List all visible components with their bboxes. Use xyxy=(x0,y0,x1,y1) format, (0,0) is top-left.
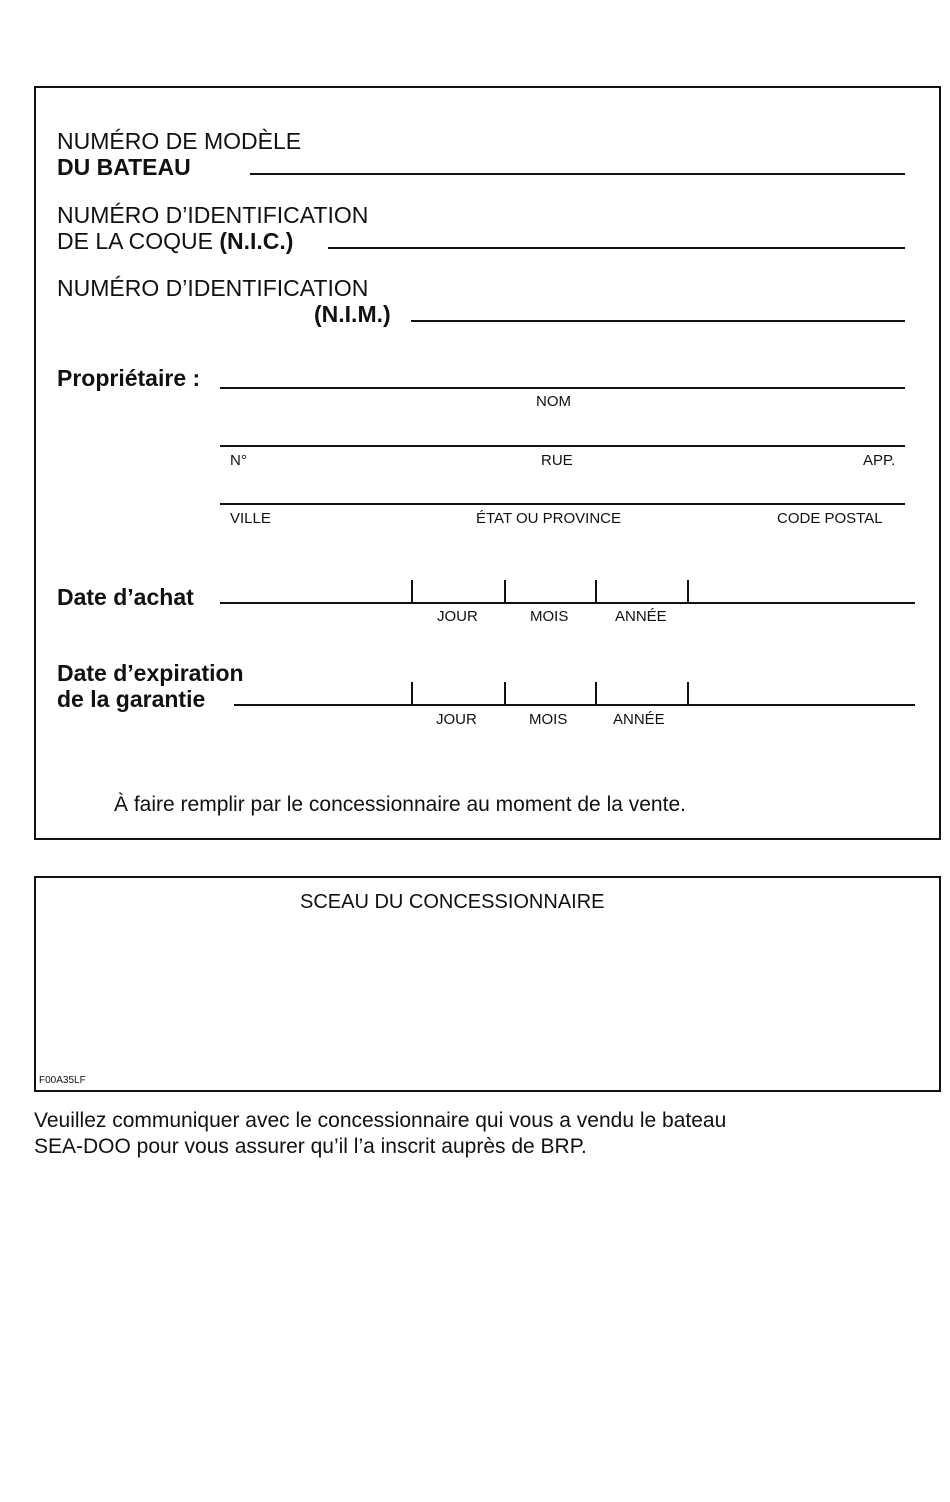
expiry-year-field[interactable] xyxy=(597,682,686,704)
owner-label: Propriétaire : xyxy=(57,365,201,391)
hull-id-label-line1: NUMÉRO D’IDENTIFICATION xyxy=(57,202,369,228)
hull-id-field[interactable] xyxy=(328,247,905,249)
figure-code: F00A35LF xyxy=(39,1075,86,1086)
registration-form xyxy=(34,86,941,840)
dealer-instruction-note: À faire remplir par le concessionnaire au moment de la vente. xyxy=(114,793,686,816)
owner-name-field[interactable] xyxy=(220,387,905,389)
warranty-expiry-divider xyxy=(687,682,689,704)
nim-label-line1: NUMÉRO D’IDENTIFICATION xyxy=(57,275,369,301)
address-apt-caption: APP. xyxy=(863,452,896,469)
model-number-label-line1: NUMÉRO DE MODÈLE xyxy=(57,128,302,154)
purchase-year-field[interactable] xyxy=(597,580,686,602)
expiry-day-field[interactable] xyxy=(413,682,503,704)
footer-text-line2: SEA-DOO pour vous assurer qu’il l’a inscrit auprès de BRP. xyxy=(34,1135,587,1158)
expiry-year-caption: ANNÉE xyxy=(613,711,665,728)
expiry-day-caption: JOUR xyxy=(436,711,477,728)
owner-city-field[interactable] xyxy=(220,503,905,505)
address-street-caption: RUE xyxy=(541,452,573,469)
postal-code-caption: CODE POSTAL xyxy=(777,510,883,527)
warranty-expiry-label-line2: de la garantie xyxy=(57,686,206,712)
nim-label-line2: (N.I.M.) xyxy=(314,301,391,327)
state-caption: ÉTAT OU PROVINCE xyxy=(476,510,622,527)
warranty-expiry-line xyxy=(234,704,915,706)
purchase-day-caption: JOUR xyxy=(437,608,478,625)
purchase-year-caption: ANNÉE xyxy=(615,608,667,625)
model-number-label-line2: DU BATEAU xyxy=(57,154,191,180)
hull-id-abbrev: (N.I.C.) xyxy=(219,228,294,254)
model-number-field[interactable] xyxy=(250,173,905,175)
city-caption: VILLE xyxy=(230,510,271,527)
owner-address-field[interactable] xyxy=(220,445,905,447)
footer-text-line1: Veuillez communiquer avec le concessionnaire qui vous a vendu le bateau xyxy=(34,1109,727,1132)
hull-id-label-text: DE LA COQUE xyxy=(57,228,213,254)
purchase-date-label: Date d’achat xyxy=(57,584,194,610)
purchase-day-field[interactable] xyxy=(413,580,503,602)
expiry-month-caption: MOIS xyxy=(529,711,568,728)
purchase-date-divider xyxy=(687,580,689,602)
hull-id-label-line2 xyxy=(57,228,293,254)
nim-field[interactable] xyxy=(411,320,905,322)
purchase-month-field[interactable] xyxy=(506,580,594,602)
warranty-expiry-label-line1: Date d’expiration xyxy=(57,660,244,686)
purchase-month-caption: MOIS xyxy=(530,608,569,625)
address-number-caption: N° xyxy=(230,452,247,469)
purchase-date-line xyxy=(220,602,915,604)
expiry-month-field[interactable] xyxy=(506,682,594,704)
dealer-seal-title: SCEAU DU CONCESSIONNAIRE xyxy=(300,891,605,913)
owner-name-caption: NOM xyxy=(536,393,571,410)
